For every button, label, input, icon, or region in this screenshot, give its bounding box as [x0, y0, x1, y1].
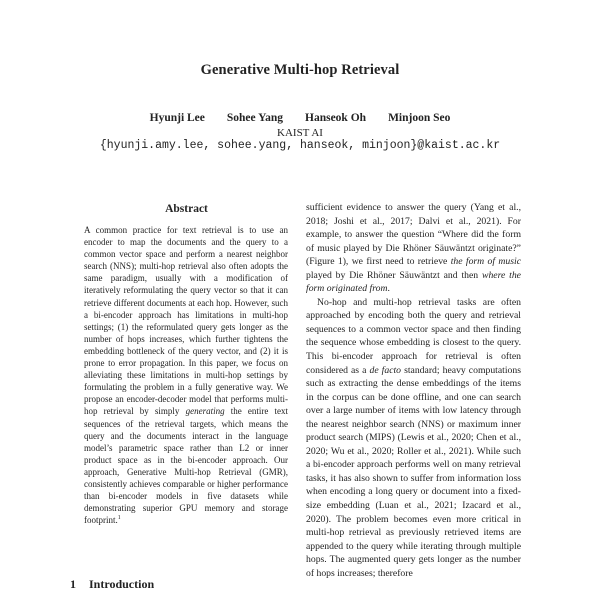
- section-heading-introduction: [70, 577, 154, 592]
- body-paragraph: No-hop and multi-hop retrieval tasks are often approached by encoding both the query and retrieval sequences to a common vector space and then finding the sequence whose embedding is closest to the query. This bi-encoder approach for retrieval is often considered as a de facto standard; heavy computations such as extracting the dense embeddings of the items in the corpus can be done offline, and one can search over a large number of items with low latency through the nearest neighbor search (NNS) or maximum inner product search (MIPS) (Lewis et al., 2020; Chen et al., 2020; Wu et al., 2020; Roller et al., 2021). While such a bi-encoder approach performs well on many retrieval tasks, it has also shown to suffer from information loss when encoding a long query or document into a fixed-size embedding (Luan et al., 2021; Izacard et al., 2020). The problem becomes even more critical in multi-hop retrieval as previously retrieved items are appended to the query while iterating through multiple hops. The augmented query gets longer as the number of hops increases; therefore: [306, 296, 521, 579]
- affiliation: KAIST AI: [277, 127, 323, 139]
- paper-title: Generative Multi-hop Retrieval: [200, 62, 400, 78]
- abstract-text: A common practice for text retrieval is to use an encoder to map the documents and the query to a common vector space and perform a nearest neighbor search (NNS); multi-hop retrieval also often adopts the same paradigm, usually with a modification of iteratively reformulating the query vector so that it can retrieve different documents at each hop. However, such a bi-encoder approach has limitations in multi-hop settings; (1) the reformulated query gets longer as the number of hops increases, which further tightens the embedding bottleneck of the query vector, and (2) it is prone to error propagation. In this paper, we focus on alleviating these limitations in multi-hop settings by formulating the problem in a fully generative way. We propose an encoder-decoder model that performs multi-hop retrieval by simply generating the entire text sequences of the retrieval targets, which means the query and the documents interact in the language model’s parametric space rather than L2 or inner product space as in the bi-encoder approach. Our approach, Generative Multi-hop Retrieval (GMR), consistently achieves comparable or higher performance than bi-encoder models in five datasets while demonstrating superior GPU memory and storage footprint.$^1$: [84, 225, 288, 526]
- author-name: Minjoon Seo: [388, 112, 451, 124]
- column-right: [306, 201, 521, 600]
- author-name: Hyunji Lee: [149, 112, 205, 124]
- column-left: [70, 203, 293, 526]
- body-paragraph: sufficient evidence to answer the query (Yang et al., 2018; Joshi et al., 2017; Dalvi et al., 2021). For example, to answer the question “Where did the form of music played by Die Rhöner Säuwäntzt originate?” (Figure 1), we first need to retrieve the form of music played by Die Rhöner Säuwäntzt and then where the form originated from.: [306, 202, 521, 295]
- section-number: 1: [70, 577, 76, 591]
- email-line: {hyunji.amy.lee, sohee.yang, hanseok, minjoon}@kaist.ac.kr: [99, 139, 501, 152]
- section-title: Introduction: [89, 577, 155, 591]
- authors-row: [0, 112, 600, 124]
- abstract-heading: Abstract: [165, 203, 208, 215]
- author-name: Sohee Yang: [226, 112, 284, 124]
- author-name: Hanseok Oh: [305, 112, 367, 124]
